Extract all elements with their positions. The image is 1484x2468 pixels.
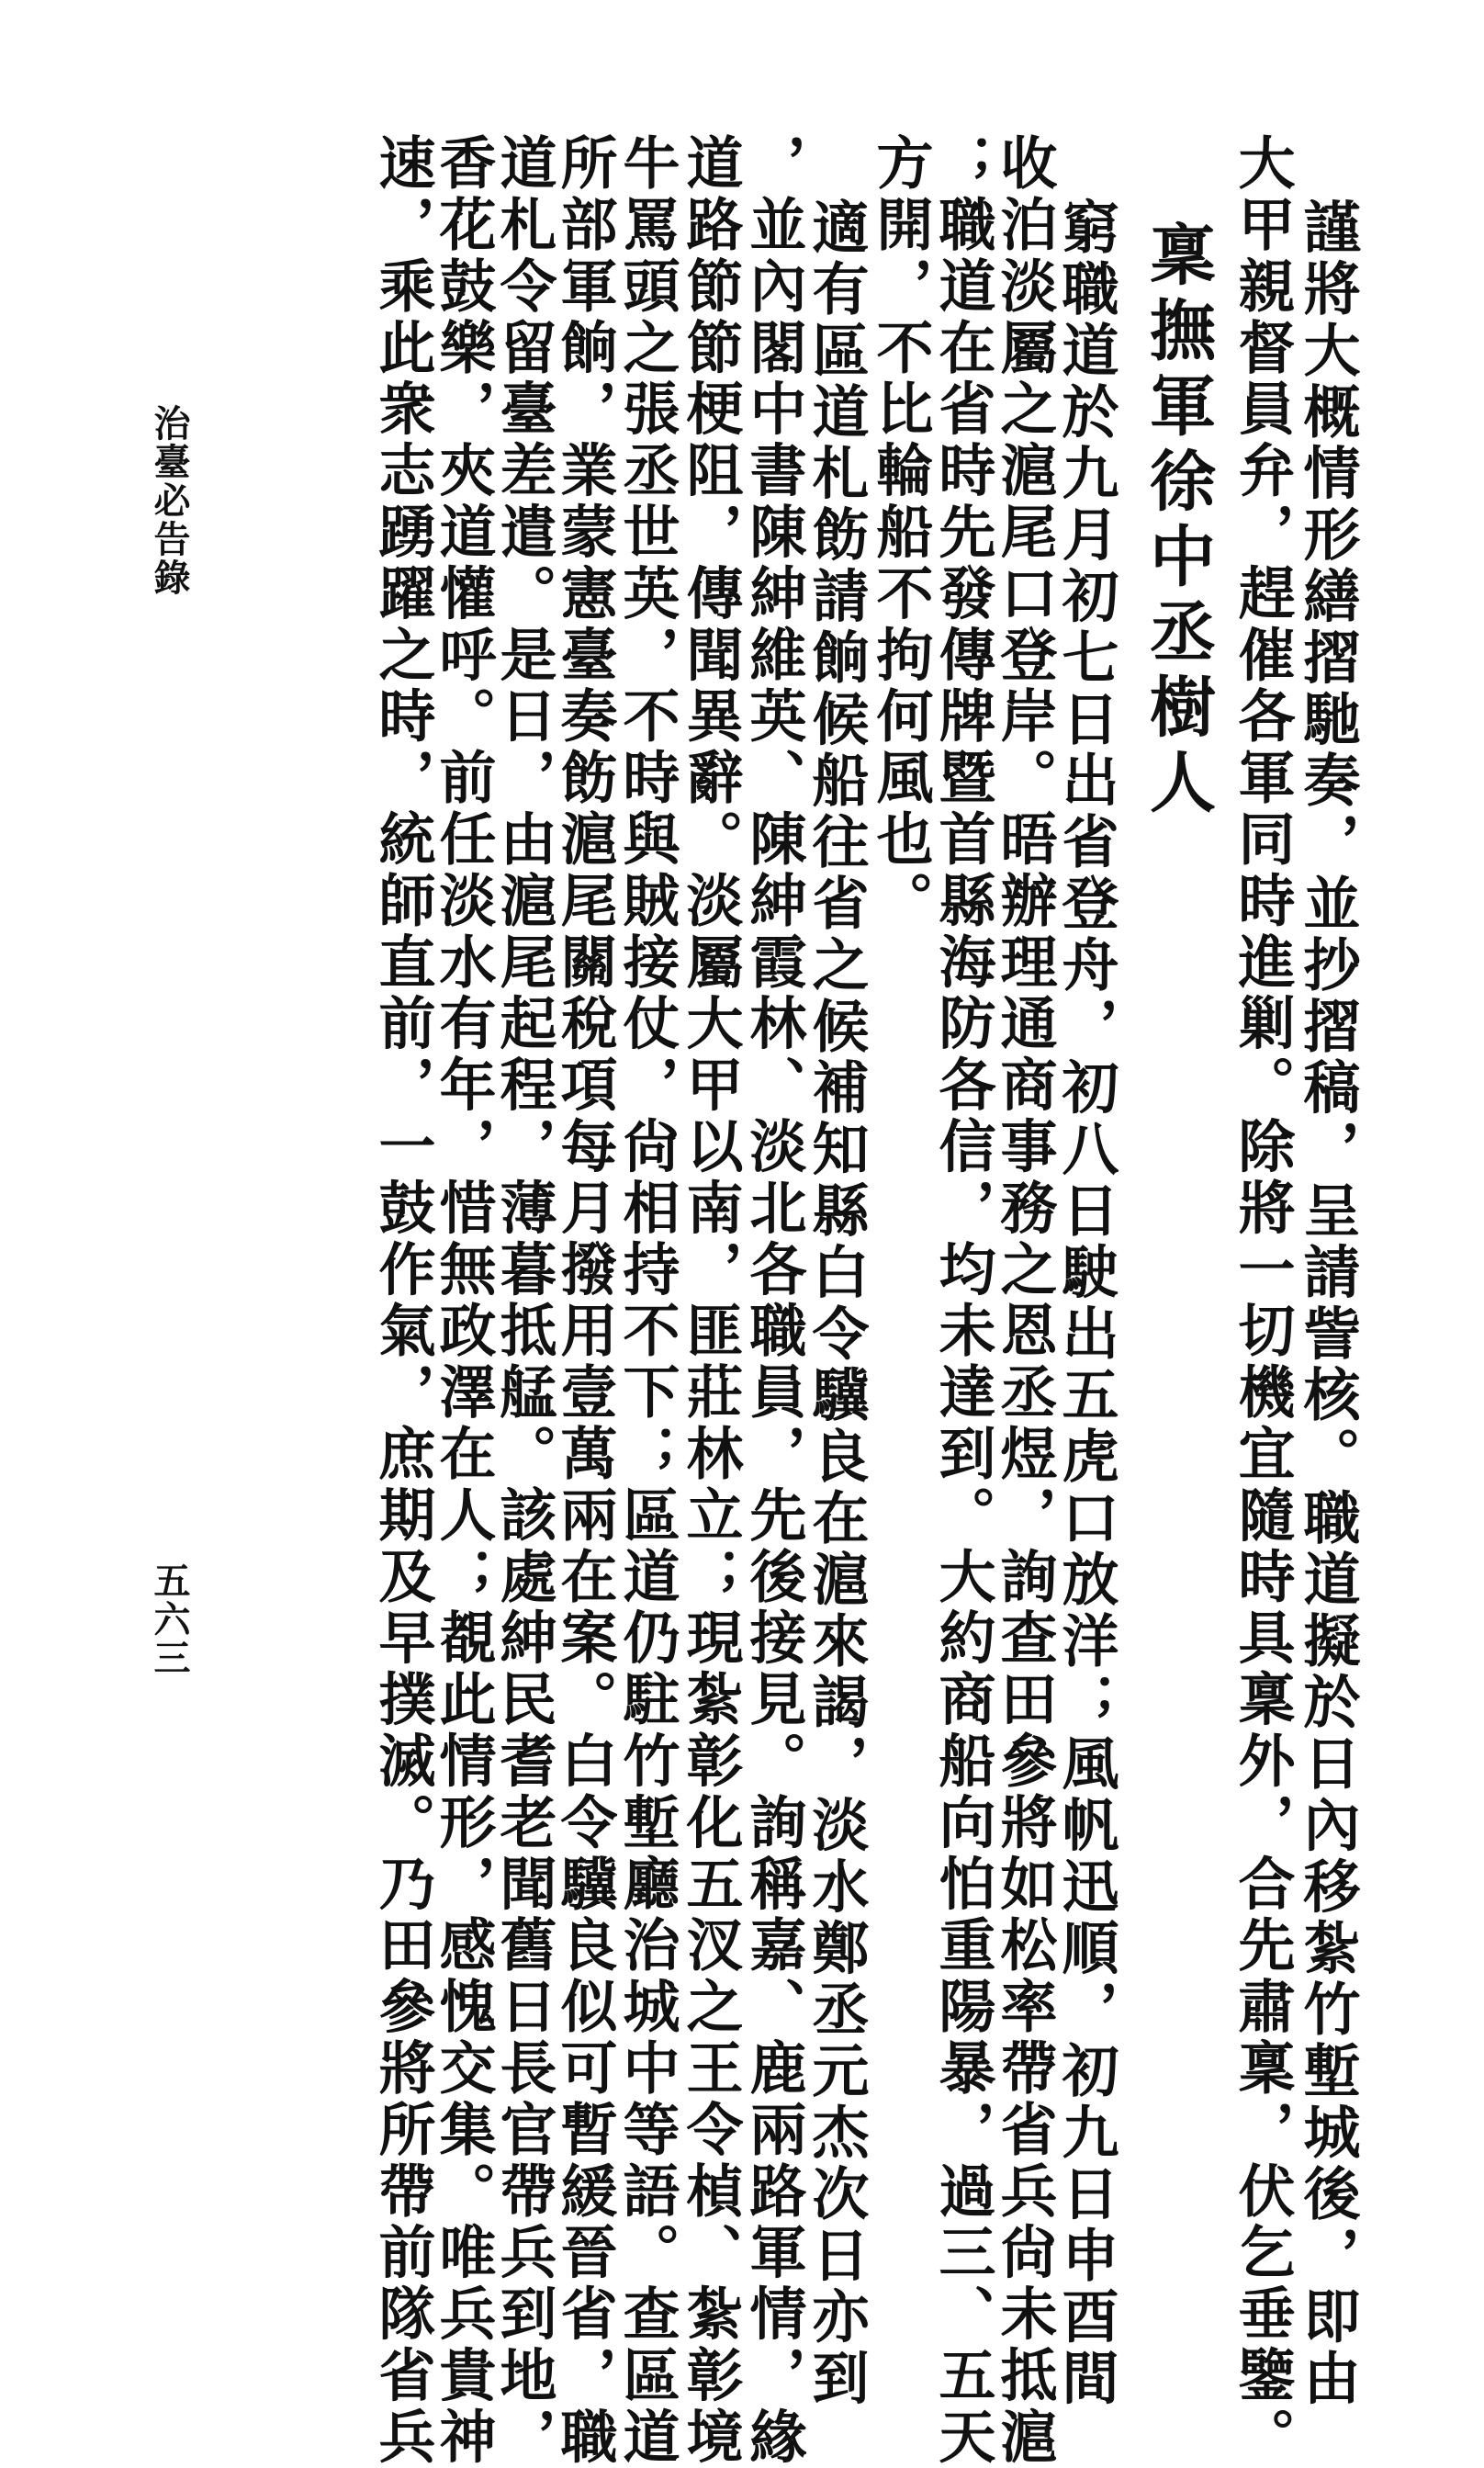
text-column-5: ；職道在省時先發傳牌暨首縣海防各信，均未達到。大約商船向怕重陽暴，過三、五天 [929, 133, 996, 2468]
section-title: 稟撫軍徐中丞樹人 [1139, 220, 1217, 823]
text-column-14: 速，乘此衆志踴躍之時，統師直前，一鼓作氣，庶期及早撲滅。乃田參將所帶前隊省兵 [369, 133, 436, 2468]
text-column-3: 窮職道於九月初七日出省登舟，初八日駛出五虎口放洋；風帆迅順，初九日申酉間 [1052, 197, 1119, 2410]
text-column-13: 香花鼓樂，夾道懽呼。前任淡水有年，惜無政澤在人；覩此情形，感愧交集。唯兵貴神 [430, 133, 497, 2468]
text-column-7: 適有區道札飭請餉候船往省之候補知縣白令驥良在滬來謁，淡水鄭丞元杰次日亦到 [803, 197, 870, 2410]
text-column-8: ，並內閣中書陳紳維英、陳紳霞林、淡北各職員，先後接見。詢稱嘉、鹿兩路軍情，緣 [740, 133, 807, 2468]
footer-book-title: 治臺必告錄 [148, 404, 191, 597]
text-column-9: 道路節節梗阻，傳聞異辭。淡屬大甲以南，匪莊林立；現紮彰化五汊之王令楨、紮彰境 [677, 133, 744, 2468]
text-column-10: 牛罵頭之張丞世英，不時與賊接仗，尙相持不下；區道仍駐竹塹廳治城中等語。查區道 [613, 133, 680, 2468]
text-column-11: 所部軍餉，業蒙憲臺奏飭滬尾關稅項每月撥用壹萬兩在案。白令驥良似可暫緩晉省，職 [551, 133, 618, 2468]
text-column-1: 謹將大概情形繕摺馳奏，並抄摺稿，呈請訾核。職道擬於日內移紮竹塹城後，即由 [1294, 197, 1361, 2410]
text-column-6: 方開，不比輪船不拘何風也。 [867, 133, 934, 932]
text-column-2: 大甲親督員弁，趕催各軍同時進剿。除將一切機宜隨時具稟外，合先肅稟，伏乞垂鑒。 [1229, 133, 1296, 2468]
footer-page-number: 五六三 [148, 1561, 191, 1677]
text-column-4: 收泊淡屬之滬尾口登岸。晤辦理通商事務之恩丞煜，詢查田參將如松率帶省兵尙未抵滬 [991, 133, 1058, 2468]
text-column-12: 道札令留臺差遣。是日，由滬尾起程，薄暮抵艋。該處紳民耆老聞舊日長官帶兵到地， [490, 133, 557, 2468]
